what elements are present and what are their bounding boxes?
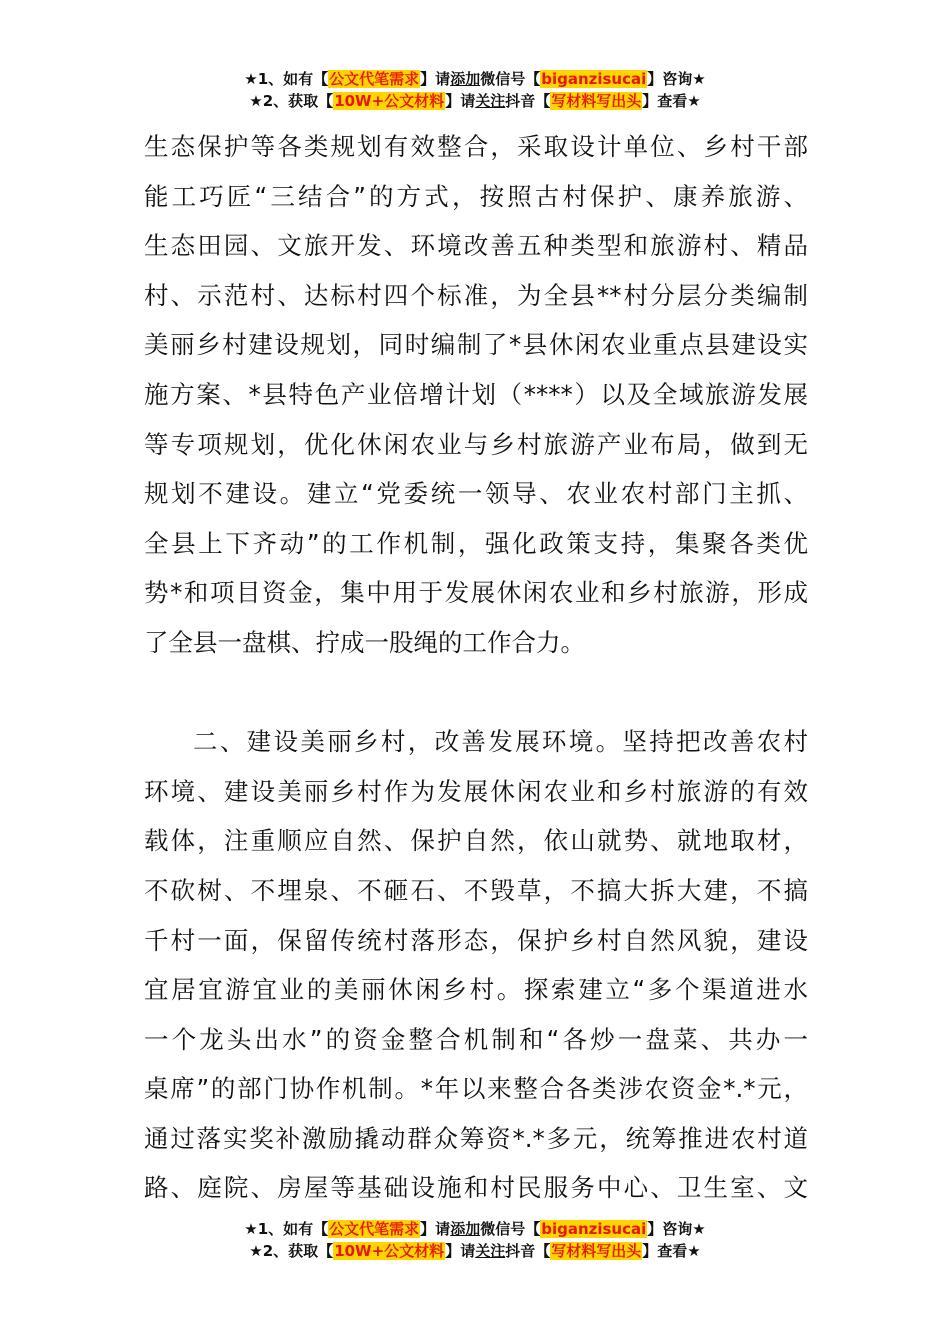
text-line: 千村一面，保留传统村落形态，保护乡村自然风貌，建设 [144,925,808,955]
text-line: 路、庭院、房屋等基础设施和村民服务中心、卫生室、文 [144,1173,808,1203]
banner-highlight: 写材料写出头 [551,1242,642,1260]
paragraph-gap [144,668,808,718]
banner-line-1 [0,68,950,90]
banner-text: 】请 [420,1220,451,1238]
banner-text: 抖音【 [505,92,551,110]
banner-underline: 添加 [450,1220,481,1238]
banner-text: 】请 [445,92,476,110]
banner-text: 】查看★ [642,1242,701,1260]
banner-text: ★1、如有【 [244,70,329,88]
paragraph-2 [144,717,808,1213]
banner-underline: 关注 [475,1242,506,1260]
banner-highlight: 公文代笔需求 [329,70,420,88]
paragraph-1 [144,122,808,668]
text-line: 村、示范村、达标村四个标准，为全县**村分层分类编制 [144,280,808,310]
banner-text: ★2、获取【 [249,1242,334,1260]
text-line: 桌席”的部门协作机制。*年以来整合各类涉农资金*.*元， [144,1074,808,1104]
banner-underline: 关注 [475,92,506,110]
banner-text: 微信号【 [480,70,541,88]
banner-underline: 添加 [450,70,481,88]
banner-text: 】查看★ [642,92,701,110]
banner-text: 】咨询★ [647,1220,706,1238]
text-line: 生态保护等各类规划有效整合，采取设计单位、乡村干部 [144,132,808,161]
banner-text: 】请 [445,1242,476,1260]
banner-highlight: biganzisucai [541,1220,647,1238]
footer-banner [0,1218,950,1262]
header-banner [0,68,950,112]
text-line: 环境、建设美丽乡村作为发展休闲农业和乡村旅游的有效 [144,776,808,806]
text-line: 美丽乡村建设规划，同时编制了*县休闲农业重点县建设实 [144,330,808,360]
text-line: 了全县一盘棋、拧成一股绳的工作合力。 [144,627,585,657]
banner-line-1 [0,1218,950,1240]
banner-highlight: 写材料写出头 [551,92,642,110]
banner-text: 微信号【 [480,1220,541,1238]
banner-text: ★1、如有【 [244,1220,329,1238]
banner-text: 】咨询★ [647,70,706,88]
banner-text: ★2、获取【 [249,92,334,110]
banner-line-2 [0,1240,950,1262]
text-line: 施方案、*县特色产业倍增计划（****）以及全域旅游发展 [144,379,808,409]
banner-line-2 [0,90,950,112]
text-line: 能工巧匠“三结合”的方式，按照古村保护、康养旅游、 [144,181,808,211]
banner-highlight: 10W+公文材料 [334,92,445,110]
text-line: 宜居宜游宜业的美丽休闲乡村。探索建立“多个渠道进水 [144,975,808,1005]
text-line: 势*和项目资金，集中用于发展休闲农业和乡村旅游，形成 [144,578,808,608]
text-line: 通过落实奖补激励撬动群众筹资*.*多元，统筹推进农村道 [144,1123,808,1153]
text-line: 规划不建设。建立“党委统一领导、农业农村部门主抓、 [144,479,808,509]
banner-highlight: 10W+公文材料 [334,1242,445,1260]
text-line: 二、建设美丽乡村，改善发展环境。坚持把改善农村 [193,727,808,757]
text-line: 全县上下齐动”的工作机制，强化政策支持，集聚各类优 [144,528,808,558]
text-line: 载体，注重顺应自然、保护自然，依山就势、就地取材， [144,826,808,856]
text-line: 等专项规划，优化休闲农业与乡村旅游产业布局，做到无 [144,429,808,459]
text-line: 一个龙头出水”的资金整合机制和“各炒一盘菜、共办一 [144,1024,808,1054]
document-body [144,122,808,1213]
banner-text: 】请 [420,70,451,88]
banner-text: 抖音【 [505,1242,551,1260]
banner-highlight: biganzisucai [541,70,647,88]
banner-highlight: 公文代笔需求 [329,1220,420,1238]
text-line: 生态田园、文旅开发、环境改善五种类型和旅游村、精品 [144,231,808,261]
text-line: 不砍树、不埋泉、不砸石、不毁草，不搞大拆大建，不搞 [144,875,808,905]
